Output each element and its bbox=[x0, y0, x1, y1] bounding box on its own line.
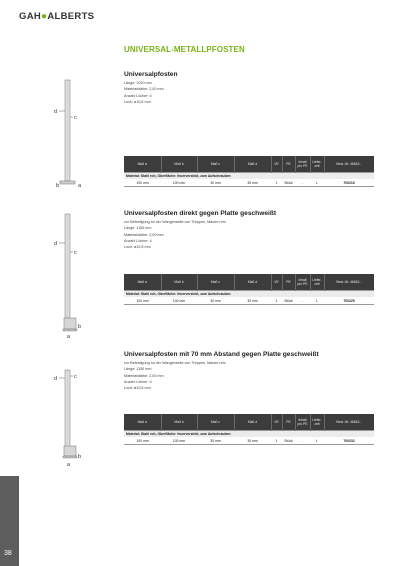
spec-line: Loch: ø10,5 mm bbox=[124, 99, 151, 104]
cell: 30 mm bbox=[234, 179, 271, 187]
header-cell: Liefer-zeit bbox=[310, 414, 324, 431]
product-title: Universalpfosten mit 70 mm Abstand gegen Platte geschweißt bbox=[124, 351, 319, 358]
cell: 30 mm bbox=[234, 437, 271, 445]
table-header-row bbox=[124, 274, 374, 291]
cell: L bbox=[310, 437, 324, 445]
header-cell: Maß d bbox=[234, 274, 271, 291]
logo-dot-icon: ● bbox=[41, 11, 48, 22]
article-number: 700232 bbox=[324, 437, 374, 445]
header-cell: Maß a bbox=[124, 156, 161, 173]
product-table bbox=[124, 414, 374, 445]
article-number: 700218 bbox=[324, 179, 374, 187]
table-row bbox=[124, 437, 374, 445]
spec-line: Länge: 1150 mm bbox=[124, 226, 152, 231]
spec-line: Materialstärke: 2,00 mm bbox=[124, 373, 164, 378]
header-cell: Inhalt pro PE bbox=[295, 156, 310, 173]
dim-label-d: d bbox=[54, 376, 58, 382]
spec-line: Materialstärke: 2,00 mm bbox=[124, 232, 164, 237]
cell: 1 bbox=[271, 437, 282, 445]
dim-label-d: d bbox=[54, 241, 58, 247]
spec-line: Loch: ø10,5 mm bbox=[124, 386, 151, 391]
spec-line: Anzahl Löcher: 4 bbox=[124, 379, 152, 384]
table-header-row bbox=[124, 156, 374, 173]
article-number: 700225 bbox=[324, 297, 374, 305]
dim-label-b: b bbox=[78, 454, 82, 460]
header-cell: Maß a bbox=[124, 414, 161, 431]
table-header-row bbox=[124, 414, 374, 431]
spec-line: Materialstärke: 2,00 mm bbox=[124, 87, 164, 92]
header-cell: PE bbox=[282, 156, 295, 173]
cell: - bbox=[295, 179, 310, 187]
dim-label-a: a bbox=[67, 462, 71, 468]
material-note: Material: Stahl roh, Oberfläche: feuerverzinkt, zum Aufschrauben bbox=[124, 291, 374, 298]
header-cell: Best.-Nr. 46643... bbox=[324, 156, 374, 173]
spec-line: Länge: 1150 mm bbox=[124, 367, 152, 372]
spec-line: Länge: 1020 mm bbox=[124, 81, 152, 85]
header-cell: Maß c bbox=[197, 414, 234, 431]
cell: Stück bbox=[282, 179, 295, 187]
spec-line: Anzahl Löcher: 4 bbox=[124, 93, 152, 98]
cell: 30 mm bbox=[197, 179, 234, 187]
spec-line: Anzahl Löcher: 4 bbox=[124, 238, 152, 243]
header-cell: Inhalt pro PE bbox=[295, 274, 310, 291]
cell: 100 mm bbox=[124, 437, 161, 445]
spec-line: zur Befestigung an der Wangenseite von Treppen, Mauern etc. bbox=[124, 220, 227, 224]
product-table bbox=[124, 274, 374, 305]
dim-label-b: b bbox=[56, 183, 60, 189]
header-cell: Maß b bbox=[161, 156, 197, 173]
header-cell: Maß c bbox=[197, 156, 234, 173]
spec-line: zur Befestigung an der Wangenseite von Treppen, Mauern etc. bbox=[124, 361, 227, 365]
dim-label-c: c bbox=[74, 250, 77, 256]
header-cell: PE bbox=[282, 274, 295, 291]
header-cell: Best.-Nr. 46643... bbox=[324, 414, 374, 431]
cell: L bbox=[310, 179, 324, 187]
dim-label-a: a bbox=[78, 183, 82, 189]
cell: 30 mm bbox=[197, 437, 234, 445]
header-cell: Liefer-zeit bbox=[310, 274, 324, 291]
header-cell: Maß d bbox=[234, 156, 271, 173]
post-drawing-1 bbox=[50, 78, 90, 190]
page-number: 38 bbox=[4, 550, 12, 557]
cell: 100 mm bbox=[161, 437, 197, 445]
spec-line: Loch: ø10,5 mm bbox=[124, 245, 151, 250]
dim-label-c: c bbox=[74, 374, 77, 380]
table-row bbox=[124, 297, 374, 305]
header-cell: Maß b bbox=[161, 274, 197, 291]
cell: Stück bbox=[282, 297, 295, 305]
product-specs bbox=[124, 80, 164, 105]
cell: L bbox=[310, 297, 324, 305]
cell: 100 mm bbox=[124, 297, 161, 305]
dim-label-b: b bbox=[78, 324, 82, 330]
post-drawing-2 bbox=[50, 212, 90, 340]
header-cell: VE bbox=[271, 414, 282, 431]
header-cell: PE bbox=[282, 414, 295, 431]
header-cell: VE bbox=[271, 274, 282, 291]
header-cell: Maß a bbox=[124, 274, 161, 291]
cell: 100 mm bbox=[124, 179, 161, 187]
header-cell: Liefer-zeit bbox=[310, 156, 324, 173]
product-specs bbox=[124, 219, 227, 250]
cell: 30 mm bbox=[197, 297, 234, 305]
table-row bbox=[124, 179, 374, 187]
header-cell: Maß b bbox=[161, 414, 197, 431]
cell: - bbox=[295, 437, 310, 445]
header-cell: VE bbox=[271, 156, 282, 173]
material-note: Material: Stahl roh, Oberfläche: feuerverzinkt, zum Aufschrauben bbox=[124, 173, 374, 180]
post-drawing-3 bbox=[50, 368, 90, 468]
cell: Stück bbox=[282, 437, 295, 445]
header-cell: Maß c bbox=[197, 274, 234, 291]
page-title: UNIVERSAL-METALLPFOSTEN bbox=[124, 45, 245, 54]
cell: 30 mm bbox=[234, 297, 271, 305]
header-cell: Inhalt pro PE bbox=[295, 414, 310, 431]
material-note: Material: Stahl roh, Oberfläche: feuerverzinkt, zum Aufschrauben bbox=[124, 431, 374, 438]
product-title: Universalpfosten direkt gegen Platte geschweißt bbox=[124, 210, 277, 217]
header-cell: Best.-Nr. 46643... bbox=[324, 274, 374, 291]
product-specs bbox=[124, 360, 227, 391]
brand-name-left: GAH bbox=[19, 11, 42, 22]
header-cell: Maß d bbox=[234, 414, 271, 431]
dim-label-a: a bbox=[67, 334, 71, 340]
cell: 100 mm bbox=[161, 179, 197, 187]
cell: 1 bbox=[271, 179, 282, 187]
brand-logo bbox=[19, 11, 94, 22]
dim-label-c: c bbox=[74, 115, 77, 121]
cell: 1 bbox=[271, 297, 282, 305]
dim-label-d: d bbox=[54, 109, 58, 115]
cell: - bbox=[295, 297, 310, 305]
brand-name-right: ALBERTS bbox=[47, 11, 95, 22]
cell: 100 mm bbox=[161, 297, 197, 305]
product-table bbox=[124, 156, 374, 187]
product-title: Universalpfosten bbox=[124, 71, 178, 78]
